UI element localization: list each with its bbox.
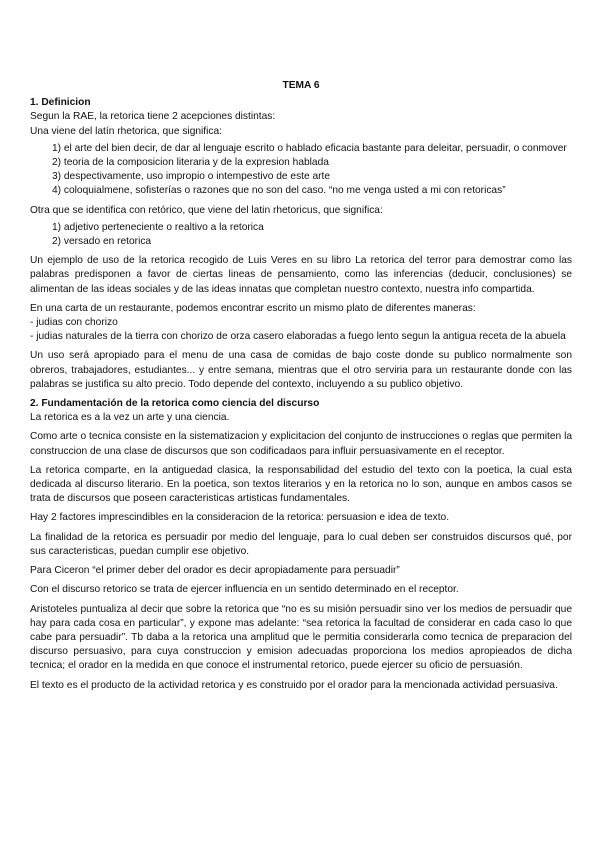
example-paragraph: Un ejemplo de uso de la retorica recogido de Luis Veres en su libro La retorica del terror para demostrar como las palabras predisponen a favor de ciertas lineas de pensamiento, como las inferencias (deducir, conclusiones) se alimentan de las ideas sociales y de las ideas innatas que completan nuestro contexto, nuestra info compartida. [30, 255, 572, 295]
list-item: 4) coloquialmene, sofisterías o razones que no son del caso. “no me venga usted a mi con retoricas” [52, 185, 506, 197]
section-2-heading: 2. Fundamentación de la retorica como ciencia del discurso [30, 398, 320, 410]
list-item: 1) el arte del bien decir, de dar al lenguaje escrito o hablado eficacia bastante para deleitar, persuadir, o conmover [52, 142, 567, 154]
restaurant-item-2: - judias naturales de la tierra con chorizo de orza casero elaboradas a fuego lento segun la antigua receta de la abuela [30, 331, 566, 343]
comparte-paragraph: La retorica comparte, en la antiguedad clasica, la responsabilidad del estudio del texto con la poetica, la cual esta dedicada al discurso literario. En la poetica, son textos literarios y en la retorica no lo son, aunque en ambos casos se trata de discursos que poseen caracteristicas artisticas fundamentales. [30, 464, 572, 505]
influencia-paragraph: Con el discurso retorico se trata de ejercer influencia en un sentido determinado en el receptor. [30, 584, 459, 596]
factores-paragraph: Hay 2 factores imprescindibles en la consideracion de la retorica: persuasion e idea de texto. [30, 512, 450, 524]
aristoteles-paragraph: Aristoteles puntualiza al decir que sobre la retorica que “no es su misión persuadir sino ver los medios de persuadir que hay para cada cosa en particular”, y expone mas adelante: “sea retorica la facultad de considerar en cada caso lo que cabe para persuadir”. Tb daba a la retorica una amplitud que le permitia considerarla como tecnica de preparacion del discurso persuasivo, para cuya construccion y emision adecuadas proporciona los medios apropieados de dicha tecnica; el orador en la medida en que conoce el instrumental retorico, puede ejercer su oficio de persuasión. [30, 603, 572, 672]
intro-line-2: Una viene del latín rhetorica, que significa: [30, 125, 222, 137]
list-item: 3) despectivamente, uso impropio o intempestivo de este arte [52, 171, 331, 183]
document-content [30, 79, 572, 698]
rhetoricus-meanings-list [30, 221, 572, 249]
texto-paragraph: El texto es el producto de la actividad retorica y es construido por el orador para la mencionada actividad persuasiva. [30, 679, 558, 691]
ciceron-paragraph: Para Ciceron “el primer deber del orador es decir apropiadamente para persuadir” [30, 565, 400, 577]
arte-paragraph: Como arte o tecnica consiste en la sistematizacion y explicitacion del conjunto de instrucciones o reglas que permiten la construccion de una clase de discursos que son codificadaos para influir persuasivamente en el receptor. [30, 431, 572, 457]
rhetorica-meanings-list [30, 142, 572, 199]
restaurant-paragraph: Un uso será apropiado para el menu de una casa de comidas de bajo coste donde su publico normalmente son obreros, trabajadores, estudiantes... y entre semana, mientras que el otro serviria para un restaurante donde con las palabras se justifica su alto precio. Todo depende del contexto, incluyendo a su publico objetivo. [30, 350, 572, 390]
finalidad-paragraph: La finalidad de la retorica es persuadir por medio del lenguaje, para lo cual deben ser construidos discursos qué, por sus caracteristicas, puedan cumplir ese objetivo. [30, 531, 572, 557]
section-1-heading: 1. Definicion [30, 97, 91, 109]
intro-line-1: Segun la RAE, la retorica tiene 2 acepciones distintas: [30, 111, 276, 123]
second-origin-line: Otra que se identifica con retórico, que viene del latin rhetoricus, que significa: [30, 204, 383, 216]
page-title: TEMA 6 [282, 80, 320, 91]
list-item: 2) versado en retorica [52, 236, 152, 248]
restaurant-intro: En una carta de un restaurante, podemos encontrar escrito un mismo plato de diferentes maneras: [30, 302, 476, 314]
list-item: 1) adjetivo perteneciente o realtivo a la retorica [52, 221, 264, 233]
list-item: 2) teoria de la composicion literaria y de la expresion hablada [52, 157, 329, 169]
arte-ciencia-line: La retorica es a la vez un arte y una ciencia. [30, 412, 230, 424]
restaurant-item-1: - judias con chorizo [30, 317, 118, 329]
